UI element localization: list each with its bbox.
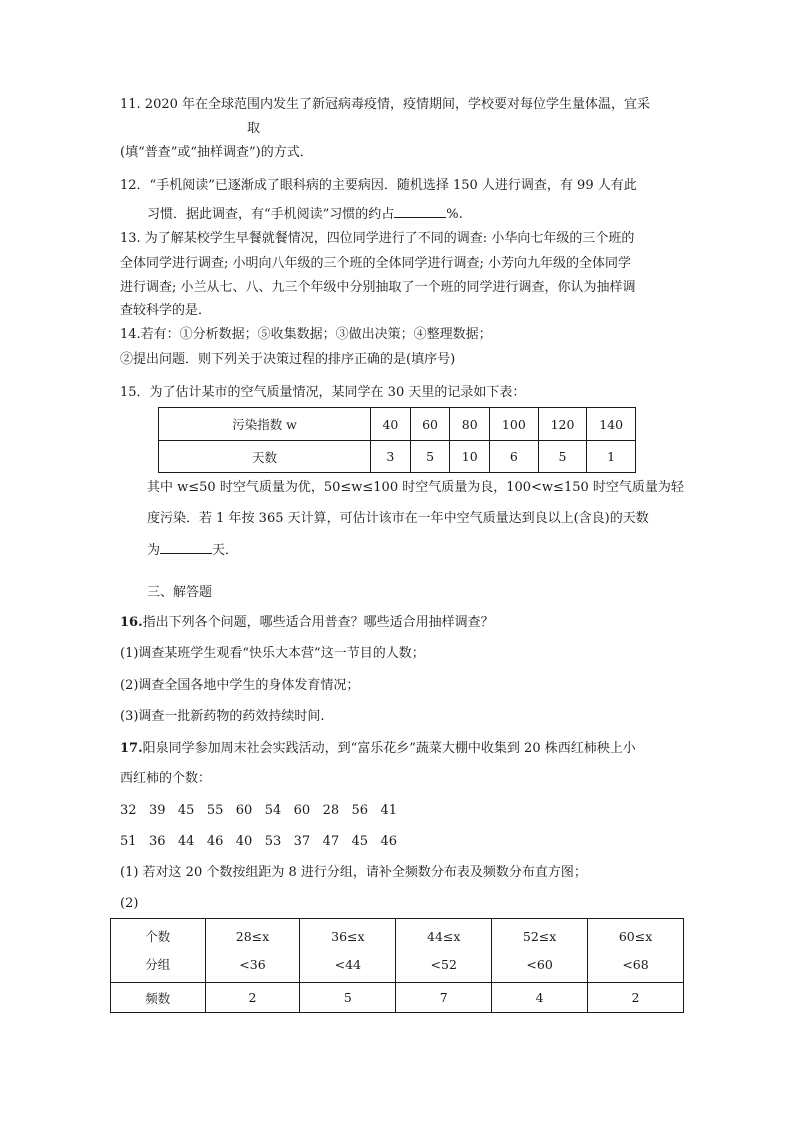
q17-number: 17. xyxy=(120,741,143,756)
q15-row2-cell: 6 xyxy=(490,441,539,473)
q17-group-top: 52≤x xyxy=(522,928,557,944)
q17-group-bottom: <36 xyxy=(239,956,266,972)
q17-line-1 xyxy=(120,740,636,758)
q17-freq-cell: 2 xyxy=(588,983,684,1013)
q16-line-1 xyxy=(120,614,494,632)
q16-item-2: (2)调查全国各地中学生的身体发育情况； xyxy=(120,678,360,693)
q17-data-row-2: 51 36 44 46 40 53 37 47 45 46 xyxy=(120,834,397,849)
q17-line-2: 西红柿的个数： xyxy=(120,771,212,786)
q15-row2-cell: 5 xyxy=(538,441,587,473)
section-title: 三、解答题 xyxy=(147,585,213,600)
q17-group-bottom: <44 xyxy=(334,956,362,972)
q15-note-3-end: 天． xyxy=(212,543,239,558)
q17-group-top: 28≤x xyxy=(235,928,270,944)
q17-freq-cell: 4 xyxy=(492,983,588,1013)
q17-freq-cell: 2 xyxy=(205,983,300,1013)
q12-answer-blank[interactable] xyxy=(394,205,446,218)
q15-row1-cell: 40 xyxy=(371,408,411,441)
q15-row1-cell: 80 xyxy=(450,408,490,441)
q17-table-freq-row xyxy=(111,983,684,1013)
q15-row2-cell: 5 xyxy=(410,441,450,473)
q15-note-3 xyxy=(147,541,238,560)
q15-table xyxy=(158,407,636,473)
q11-line-3: (填“普查”或“抽样调查”)的方式． xyxy=(120,145,313,160)
q15-answer-blank[interactable] xyxy=(160,541,212,554)
q14-line-2: ②提出问题．则下列关于决策过程的排序正确的是(填序号) xyxy=(120,352,456,367)
q13-line-3: 进行调查; 小兰从七、八、九三个年级中分别抽取了一个班的同学进行调查，你认为抽样调 xyxy=(120,280,636,295)
q17-group-cell xyxy=(205,919,300,983)
q17-header-top: 个数 xyxy=(145,928,171,944)
q12-line-1: 12．“手机阅读”已逐渐成了眼科病的主要病因．随机选择 150 人进行调查，有 99 人有此 xyxy=(120,178,637,193)
q13-line-2: 全体同学进行调查; 小明向八年级的三个班的全体同学进行调查; 小芳向九年级的全体同学 xyxy=(120,256,632,271)
q13-line-1: 13. 为了解某校学生早餐就餐情况，四位同学进行了不同的调查: 小华向七年级的三个班的 xyxy=(120,231,635,246)
q17-group-cell xyxy=(396,919,492,983)
q17-group-bottom: <52 xyxy=(430,956,457,972)
q15-note-1: 其中 w≤50 时空气质量为优，50≤w≤100 时空气质量为良，100<w≤150 时空气质量为轻 xyxy=(147,480,684,495)
q16-item-3: (3)调查一批新药物的药效持续时间. xyxy=(120,709,325,724)
q15-row2-cell: 10 xyxy=(450,441,490,473)
q16-item-1: (1)调查某班学生观看“快乐大本营”这一节目的人数； xyxy=(120,646,425,661)
q17-part-2: (2) xyxy=(120,896,139,911)
q17-group-bottom: <60 xyxy=(526,956,553,972)
q17-header-label xyxy=(111,919,206,983)
q16-number: 16. xyxy=(120,615,143,630)
q17-group-top: 36≤x xyxy=(331,928,365,944)
q15-row1-cell: 120 xyxy=(538,408,587,441)
q11-line-2: 取 xyxy=(247,121,261,136)
q15-row2-cell: 1 xyxy=(587,441,636,473)
q15-row1-cell: 100 xyxy=(490,408,539,441)
q14-line-1: 14.若有：①分析数据；⑤收集数据；③做出决策；④整理数据； xyxy=(120,327,492,342)
q15-row1-label: 污染指数 w xyxy=(159,408,371,441)
q13-line-4: 查较科学的是． xyxy=(120,303,212,318)
q17-freq-label: 频数 xyxy=(111,983,206,1013)
q12-line-2-text: 习惯．据此调查，有“手机阅读”习惯的约占 xyxy=(147,207,395,222)
q15-table-row-days xyxy=(159,441,636,473)
q17-part-1: (1) 若对这 20 个数按组距为 8 进行分组，请补全频数分布表及频数分布直方图； xyxy=(120,865,587,880)
q17-group-top: 44≤x xyxy=(427,928,461,944)
q17-group-top: 60≤x xyxy=(618,928,653,944)
q15-note-2: 度污染．若 1 年按 365 天计算，可估计该市在一年中空气质量达到良以上(含良)的天数 xyxy=(147,511,649,526)
q15-table-row-index xyxy=(159,408,636,441)
q15-row2-cell: 3 xyxy=(371,441,411,473)
q17-group-cell xyxy=(300,919,396,983)
q17-frequency-table xyxy=(110,918,684,1013)
q17-header-bottom: 分组 xyxy=(145,956,171,972)
q15-row1-cell: 60 xyxy=(410,408,450,441)
q12-line-2 xyxy=(147,205,463,224)
q17-group-cell xyxy=(492,919,588,983)
q15-row2-label: 天数 xyxy=(159,441,371,473)
q17-data-row-1: 32 39 45 55 60 54 60 28 56 41 xyxy=(120,803,397,818)
q15-row1-cell: 140 xyxy=(587,408,636,441)
q17-group-cell xyxy=(588,919,684,983)
q17-group-bottom: <68 xyxy=(622,956,649,972)
q17-table-header-row xyxy=(111,919,684,983)
q17-freq-cell: 5 xyxy=(300,983,396,1013)
q12-line-2-end: %. xyxy=(446,207,463,222)
q17-text: 阳泉同学参加周末社会实践活动，到“富乐花乡”蔬菜大棚中收集到 20 株西红柿秧上小 xyxy=(142,741,636,756)
q11-line-1: 11. 2020 年在全球范围内发生了新冠病毒疫情，疫情期间，学校要对每位学生量体温，宜采 xyxy=(120,97,651,112)
q15-note-3-start: 为 xyxy=(147,543,161,558)
q16-text: 指出下列各个问题，哪些适合用普查？哪些适合用抽样调查？ xyxy=(142,615,494,630)
q17-freq-cell: 7 xyxy=(396,983,492,1013)
q15-line-1: 15．为了估计某市的空气质量情况，某同学在 30 天里的记录如下表： xyxy=(120,385,526,400)
